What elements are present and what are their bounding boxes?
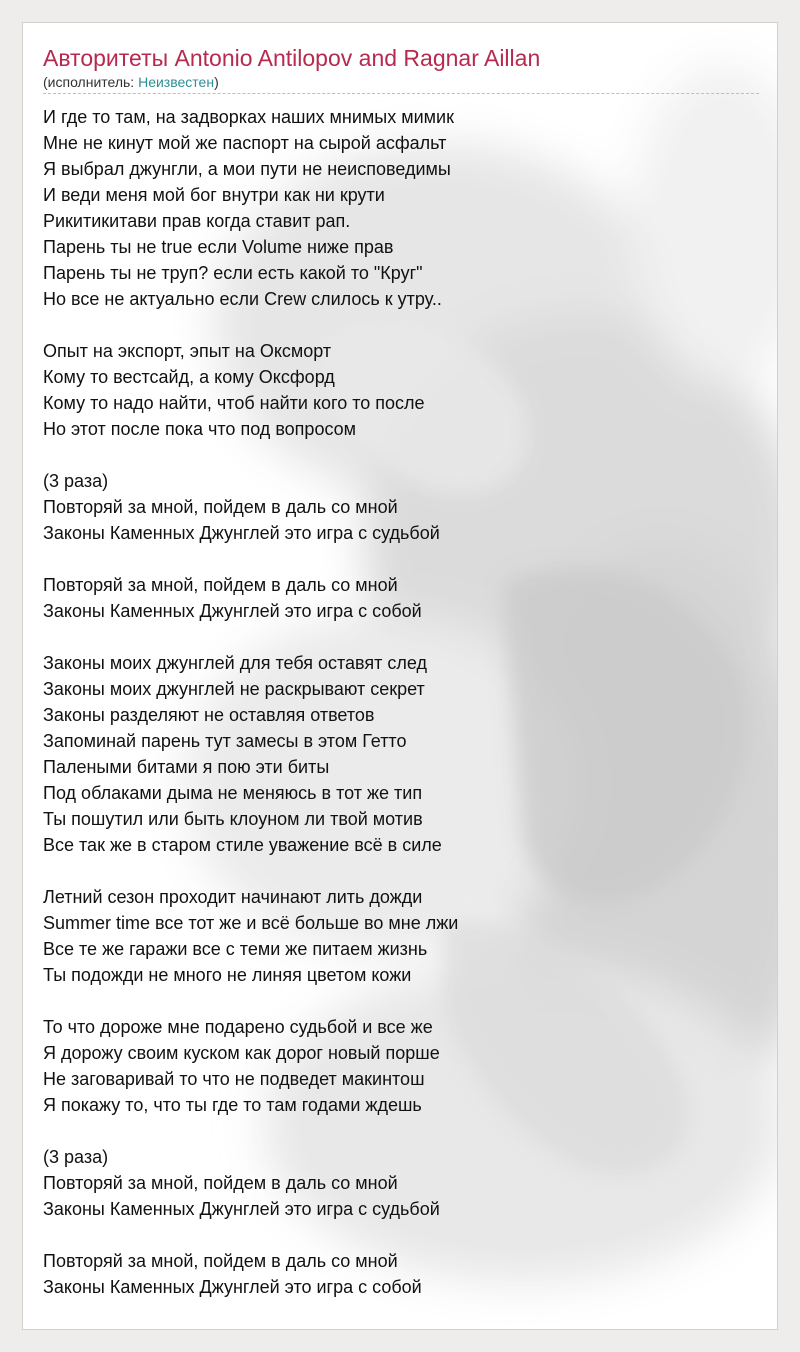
stanza-break <box>43 1118 759 1144</box>
lyric-line: И где то там, на задворках наших мнимых мимик <box>43 107 454 127</box>
stanza-break <box>43 442 759 468</box>
lyric-line: Законы Каменных Джунглей это игра с собой <box>43 601 422 621</box>
lyric-line: Все те же гаражи все с теми же питаем жизнь <box>43 939 428 959</box>
lyric-line: Опыт на экспорт, эпыт на Оксморт <box>43 341 332 361</box>
lyric-line: Под облаками дыма не меняюсь в тот же тип <box>43 783 423 803</box>
artist-suffix: ) <box>214 74 219 90</box>
stanza-break <box>43 1222 759 1248</box>
lyric-line: Парень ты не труп? если есть какой то "Круг" <box>43 263 423 283</box>
lyric-line: Но этот после пока что под вопросом <box>43 419 357 439</box>
lyric-line: Мне не кинут мой же паспорт на сырой асфальт <box>43 133 447 153</box>
lyric-line: Законы Каменных Джунглей это игра с судьбой <box>43 1199 440 1219</box>
lyric-line: Законы моих джунглей для тебя оставят след <box>43 653 428 673</box>
stanza-break <box>43 988 759 1014</box>
lyric-line: Я покажу то, что ты где то там годами ждешь <box>43 1095 422 1115</box>
artist-line <box>43 73 759 94</box>
lyric-line: Кому то вестсайд, а кому Оксфорд <box>43 367 335 387</box>
lyrics-content <box>43 43 759 1300</box>
lyric-line: Законы Каменных Джунглей это игра с собой <box>43 1277 422 1297</box>
lyric-line: Не заговаривай то что не подведет макинтош <box>43 1069 425 1089</box>
lyric-line: Рикитикитави прав когда ставит рап. <box>43 211 351 231</box>
lyrics-text <box>43 104 759 1300</box>
stanza-break <box>43 624 759 650</box>
lyric-line: (3 раза) <box>43 1147 109 1167</box>
lyric-line: Повторяй за мной, пойдем в даль со мной <box>43 1173 398 1193</box>
lyric-line: Ты пошутил или быть клоуном ли твой мотив <box>43 809 423 829</box>
lyric-line: И веди меня мой бог внутри как ни крути <box>43 185 385 205</box>
lyric-line: Палеными битами я пою эти биты <box>43 757 330 777</box>
lyric-line: Законы моих джунглей не раскрывают секрет <box>43 679 425 699</box>
lyric-line: Запоминай парень тут замесы в этом Гетто <box>43 731 407 751</box>
lyric-line: (3 раза) <box>43 471 109 491</box>
lyric-line: Законы разделяют не оставляя ответов <box>43 705 375 725</box>
stanza-break <box>43 312 759 338</box>
stanza-break <box>43 858 759 884</box>
lyric-line: Повторяй за мной, пойдем в даль со мной <box>43 1251 398 1271</box>
lyric-line: Парень ты не true если Volume ниже прав <box>43 237 394 257</box>
lyric-line: Но все не актуально если Crew слилось к утру.. <box>43 289 442 309</box>
lyric-line: Законы Каменных Джунглей это игра с судьбой <box>43 523 440 543</box>
lyrics-card <box>22 22 778 1330</box>
lyric-line: Повторяй за мной, пойдем в даль со мной <box>43 497 398 517</box>
lyric-line: Все так же в старом стиле уважение всё в силе <box>43 835 442 855</box>
lyric-line: Летний сезон проходит начинают лить дожди <box>43 887 423 907</box>
lyric-line: Summer time все тот же и всё больше во мне лжи <box>43 913 459 933</box>
lyric-line: Я дорожу своим куском как дорог новый порше <box>43 1043 440 1063</box>
song-title: Авторитеты Antonio Antilopov and Ragnar Aillan <box>43 45 541 71</box>
lyric-line: То что дороже мне подарено судьбой и все же <box>43 1017 433 1037</box>
lyric-line: Ты подожди не много не линяя цветом кожи <box>43 965 412 985</box>
lyric-line: Повторяй за мной, пойдем в даль со мной <box>43 575 398 595</box>
lyric-line: Я выбрал джунгли, а мои пути не неисповедимы <box>43 159 451 179</box>
artist-link[interactable]: Неизвестен <box>138 74 215 90</box>
artist-label: (исполнитель: <box>43 74 139 90</box>
stanza-break <box>43 546 759 572</box>
lyric-line: Кому то надо найти, чтоб найти кого то после <box>43 393 425 413</box>
